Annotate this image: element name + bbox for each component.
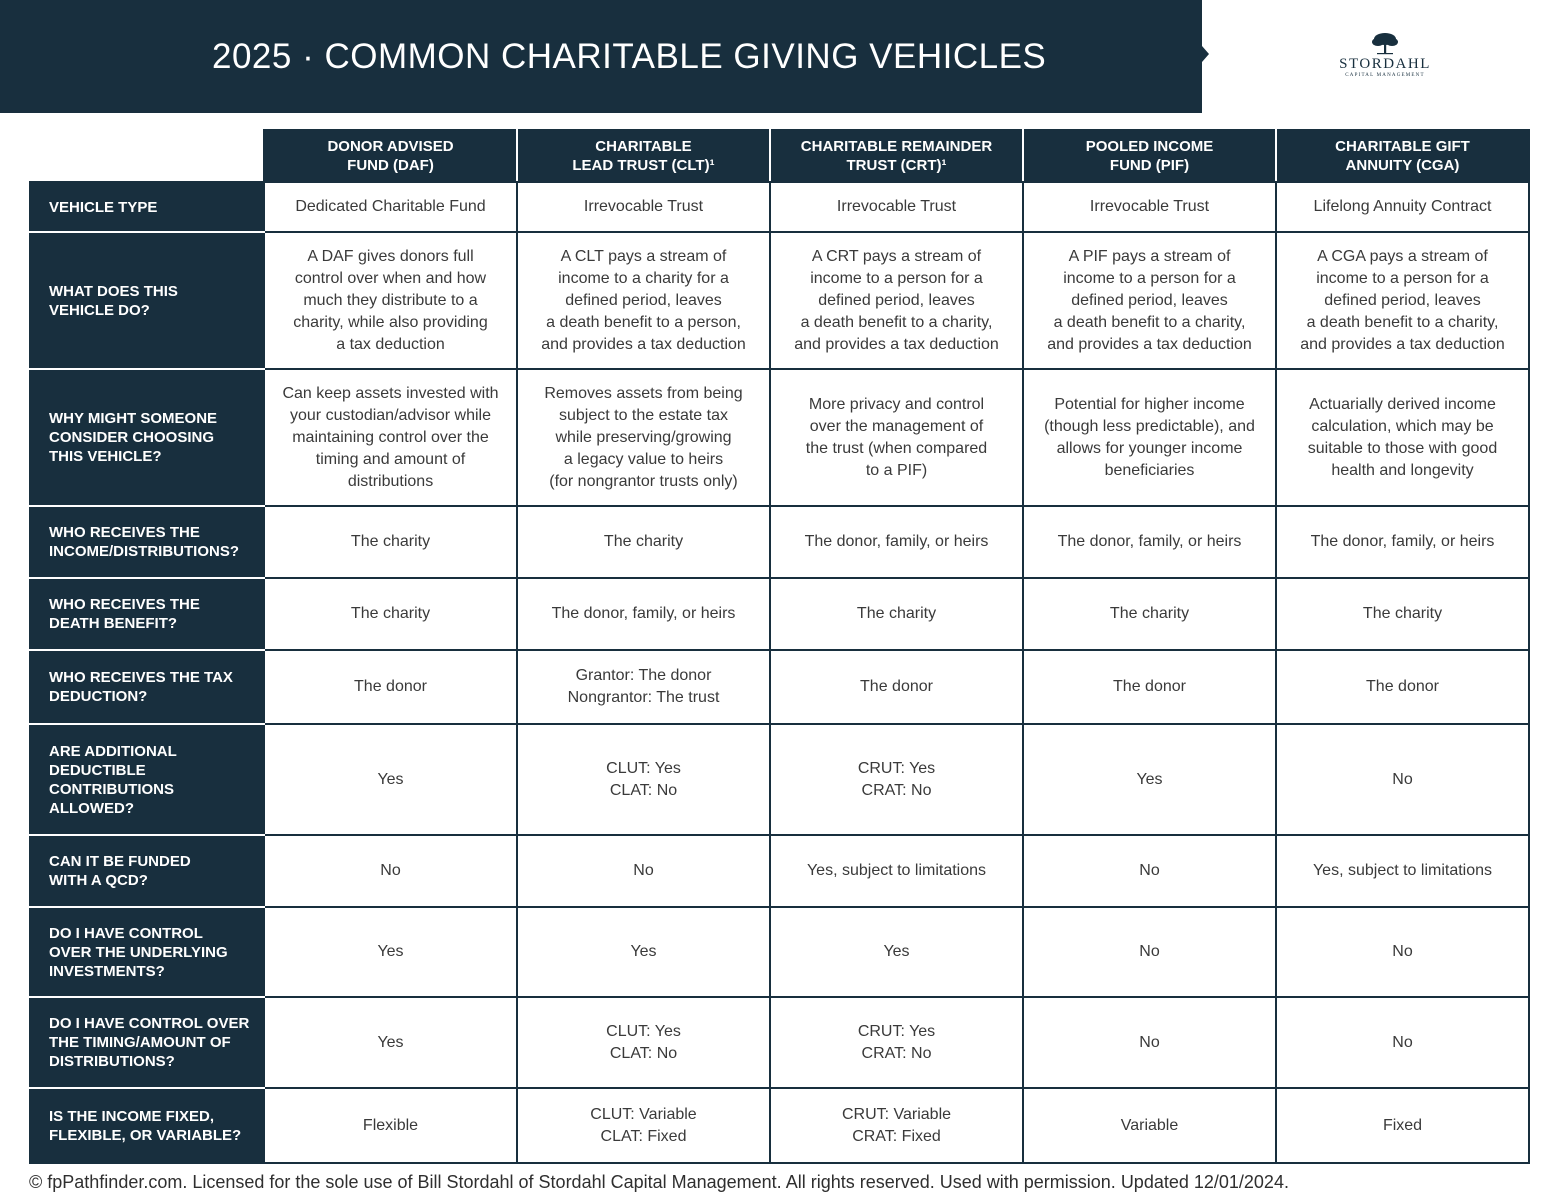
table-row bbox=[30, 835, 1529, 907]
table-cell: Yes, subject to limitations bbox=[770, 835, 1023, 907]
table-cell: A DAF gives donors full control over when and how much they distribute to a charity, while also providing a tax deduction bbox=[264, 232, 517, 369]
table-row bbox=[30, 997, 1529, 1088]
table-cell: CLUT: Yes CLAT: No bbox=[517, 997, 770, 1088]
table-row bbox=[30, 578, 1529, 650]
table-cell: No bbox=[1276, 724, 1529, 835]
table-cell: No bbox=[1023, 997, 1276, 1088]
logo-subtitle: CAPITAL MANAGEMENT bbox=[1345, 73, 1425, 78]
table-row bbox=[30, 506, 1529, 578]
page-title: 2025 · COMMON CHARITABLE GIVING VEHICLES bbox=[212, 37, 1047, 76]
table-row bbox=[30, 1088, 1529, 1163]
tree-icon bbox=[1370, 32, 1400, 56]
table-cell: The charity bbox=[517, 506, 770, 578]
table-cell: The donor bbox=[264, 650, 517, 724]
table-header-row bbox=[30, 130, 1529, 182]
table-cell: Yes bbox=[517, 907, 770, 997]
table-cell: No bbox=[517, 835, 770, 907]
table-cell: Lifelong Annuity Contract bbox=[1276, 182, 1529, 232]
header-arrow bbox=[1202, 46, 1209, 62]
table-cell: Dedicated Charitable Fund bbox=[264, 182, 517, 232]
table-cell: No bbox=[264, 835, 517, 907]
row-label: ARE ADDITIONAL DEDUCTIBLE CONTRIBUTIONS ALLOWED? bbox=[30, 724, 264, 835]
table-cell: A CGA pays a stream of income to a person for a defined period, leaves a death benefit to a charity, and provides a tax deduction bbox=[1276, 232, 1529, 369]
table-cell: No bbox=[1276, 997, 1529, 1088]
table-cell: The donor, family, or heirs bbox=[1023, 506, 1276, 578]
row-label: IS THE INCOME FIXED, FLEXIBLE, OR VARIABLE? bbox=[30, 1088, 264, 1163]
row-label: DO I HAVE CONTROL OVER THE UNDERLYING INVESTMENTS? bbox=[30, 907, 264, 997]
column-header-cga: CHARITABLE GIFT ANNUITY (CGA) bbox=[1276, 130, 1529, 182]
table-row bbox=[30, 182, 1529, 232]
comparison-table bbox=[29, 129, 1530, 1164]
table-row bbox=[30, 724, 1529, 835]
table-cell: The charity bbox=[770, 578, 1023, 650]
table-cell: The charity bbox=[264, 506, 517, 578]
table-cell: No bbox=[1023, 835, 1276, 907]
table-cell: A CRT pays a stream of income to a person for a defined period, leaves a death benefit to a charity, and provides a tax deduction bbox=[770, 232, 1023, 369]
table-cell: No bbox=[1276, 907, 1529, 997]
table-cell: CRUT: Variable CRAT: Fixed bbox=[770, 1088, 1023, 1163]
table-cell: Irrevocable Trust bbox=[770, 182, 1023, 232]
row-label: WHO RECEIVES THE TAX DEDUCTION? bbox=[30, 650, 264, 724]
table-cell: No bbox=[1023, 907, 1276, 997]
table-cell: Yes bbox=[264, 907, 517, 997]
table-cell: Variable bbox=[1023, 1088, 1276, 1163]
table-cell: CLUT: Variable CLAT: Fixed bbox=[517, 1088, 770, 1163]
table-cell: A CLT pays a stream of income to a charity for a defined period, leaves a death benefit to a person, and provides a tax deduction bbox=[517, 232, 770, 369]
table-cell: Flexible bbox=[264, 1088, 517, 1163]
column-header-crt: CHARITABLE REMAINDER TRUST (CRT)¹ bbox=[770, 130, 1023, 182]
column-header-clt: CHARITABLE LEAD TRUST (CLT)¹ bbox=[517, 130, 770, 182]
table-cell: Irrevocable Trust bbox=[517, 182, 770, 232]
table-cell: The donor bbox=[1023, 650, 1276, 724]
table-cell: Fixed bbox=[1276, 1088, 1529, 1163]
table-row bbox=[30, 232, 1529, 369]
logo bbox=[1330, 32, 1440, 79]
table-cell: Can keep assets invested with your custodian/advisor while maintaining control over the timing and amount of distributions bbox=[264, 369, 517, 506]
table-cell: The donor, family, or heirs bbox=[1276, 506, 1529, 578]
table-cell: CRUT: Yes CRAT: No bbox=[770, 997, 1023, 1088]
table-cell: CRUT: Yes CRAT: No bbox=[770, 724, 1023, 835]
table-cell: The donor, family, or heirs bbox=[770, 506, 1023, 578]
table-cell: CLUT: Yes CLAT: No bbox=[517, 724, 770, 835]
table-cell: Yes bbox=[264, 724, 517, 835]
table-row bbox=[30, 907, 1529, 997]
row-label: CAN IT BE FUNDED WITH A QCD? bbox=[30, 835, 264, 907]
row-label: WHO RECEIVES THE DEATH BENEFIT? bbox=[30, 578, 264, 650]
table-cell: Irrevocable Trust bbox=[1023, 182, 1276, 232]
table-cell: The donor bbox=[1276, 650, 1529, 724]
table-cell: Yes bbox=[264, 997, 517, 1088]
row-label: DO I HAVE CONTROL OVER THE TIMING/AMOUNT OF DISTRIBUTIONS? bbox=[30, 997, 264, 1088]
row-label: WHAT DOES THIS VEHICLE DO? bbox=[30, 232, 264, 369]
table-cell: A PIF pays a stream of income to a person for a defined period, leaves a death benefit to a charity, and provides a tax deduction bbox=[1023, 232, 1276, 369]
column-header-daf: DONOR ADVISED FUND (DAF) bbox=[264, 130, 517, 182]
table-corner bbox=[30, 130, 264, 182]
table-cell: Potential for higher income (though less predictable), and allows for younger income beneficiaries bbox=[1023, 369, 1276, 506]
table-cell: Actuarially derived income calculation, which may be suitable to those with good health and longevity bbox=[1276, 369, 1529, 506]
table-cell: More privacy and control over the management of the trust (when compared to a PIF) bbox=[770, 369, 1023, 506]
table-cell: Yes, subject to limitations bbox=[1276, 835, 1529, 907]
table-cell: The charity bbox=[264, 578, 517, 650]
table-cell: Removes assets from being subject to the estate tax while preserving/growing a legacy value to heirs (for nongrantor trusts only) bbox=[517, 369, 770, 506]
table-cell: The donor bbox=[770, 650, 1023, 724]
row-label: WHY MIGHT SOMEONE CONSIDER CHOOSING THIS VEHICLE? bbox=[30, 369, 264, 506]
row-label: WHO RECEIVES THE INCOME/DISTRIBUTIONS? bbox=[30, 506, 264, 578]
row-label: VEHICLE TYPE bbox=[30, 182, 264, 232]
footer-copyright: © fpPathfinder.com. Licensed for the sole use of Bill Stordahl of Stordahl Capital Management. All rights reserved. Used with permission. Updated 12/01/2024. bbox=[29, 1172, 1289, 1192]
table-row bbox=[30, 369, 1529, 506]
table-cell: The charity bbox=[1276, 578, 1529, 650]
table-cell: Yes bbox=[770, 907, 1023, 997]
table-cell: The charity bbox=[1023, 578, 1276, 650]
logo-name: STORDAHL bbox=[1339, 56, 1431, 72]
header-bar bbox=[0, 0, 1202, 113]
table-cell: Yes bbox=[1023, 724, 1276, 835]
column-header-pif: POOLED INCOME FUND (PIF) bbox=[1023, 130, 1276, 182]
table-cell: The donor, family, or heirs bbox=[517, 578, 770, 650]
table-row bbox=[30, 650, 1529, 724]
table-cell: Grantor: The donor Nongrantor: The trust bbox=[517, 650, 770, 724]
